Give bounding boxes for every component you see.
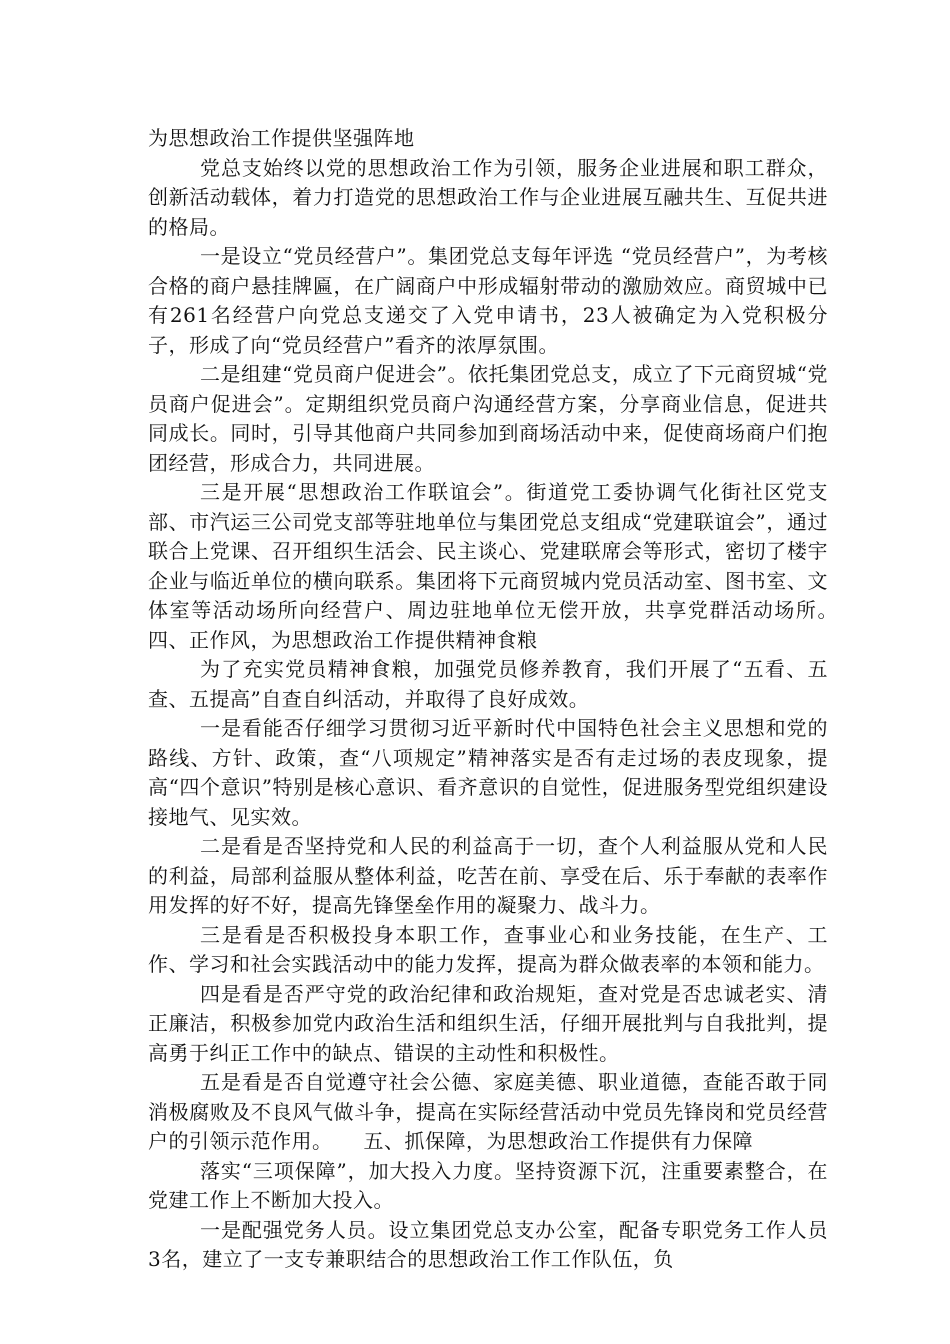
paragraph: 一是设立“党员经营户”。集团党总支每年评选 “党员经营户”，为考核合格的商户悬挂牌匾，在广阔商户中形成辐射带动的激励效应。商贸城中已有261名经营户向党总支递交了入党申请书，23人被确定为入党积极分子，形成了向“党员经营户”看齐的浓厚氛围。 [148, 244, 828, 357]
paragraph: 三是看是否积极投身本职工作，查事业心和业务技能，在生产、工作、学习和社会实践活动中的能力发挥，提高为群众做表率的本领和能力。 [148, 922, 828, 976]
paragraph: 二是组建“党员商户促进会”。依托集团党总支，成立了下元商贸城“党员商户促进会”。定期组织党员商户沟通经营方案，分享商业信息，促进共同成长。同时，引导其他商户共同参加到商场活动中来，促使商场商户们抱团经营，形成合力，共同进展。 [148, 362, 828, 475]
paragraph: 一是看能否仔细学习贯彻习近平新时代中国特色社会主义思想和党的路线、方针、政策，查“八项规定”精神落实是否有走过场的表皮现象，提高“四个意识”特别是核心意识、看齐意识的自觉性，促进服务型党组织建设接地气、见实效。 [148, 716, 828, 829]
section-heading-line: 为思想政治工作提供坚强阵地 [148, 126, 415, 150]
paragraph: 四是看是否严守党的政治纪律和政治规矩，查对党是否忠诚老实、清正廉洁，积极参加党内政治生活和组织生活，仔细开展批判与自我批判，提高勇于纠正工作中的缺点、错误的主动性和积极性。 [148, 981, 828, 1065]
paragraph: 为了充实党员精神食粮，加强党员修养教育，我们开展了“五看、五查、五提高”自查自纠活动，并取得了良好成效。 [148, 657, 828, 711]
document-body [148, 124, 869, 1275]
paragraph: 三是开展“思想政治工作联谊会”。街道党工委协调气化街社区党支部、市汽运三公司党支部等驻地单位与集团党总支组成“党建联谊会”，通过联合上党课、召开组织生活会、民主谈心、党建联席会等形式，密切了楼宇企业与临近单位的横向联系。集团将下元商贸城内党员活动室、图书室、文体室等活动场所向经营户、周边驻地单位无偿开放，共享党群活动场所。 四、正作风，为思想政治工作提供精神食粮 [148, 480, 869, 652]
paragraph: 党总支始终以党的思想政治工作为引领，服务企业进展和职工群众，创新活动载体，着力打造党的思想政治工作与企业进展互融共生、互促共进的格局。 [148, 155, 828, 239]
paragraph: 五是看是否自觉遵守社会公德、家庭美德、职业道德，查能否敢于同消极腐败及不良风气做斗争，提高在实际经营活动中党员先锋岗和党员经营户的引领示范作用。 五、抓保障，为思想政治工作提供有力保障 [148, 1070, 828, 1153]
paragraph: 落实“三项保障”，加大投入力度。坚持资源下沉，注重要素整合，在党建工作上不断加大投入。 [148, 1158, 828, 1212]
paragraph: 一是配强党务人员。设立集团党总支办公室，配备专职党务工作人员3名，建立了一支专兼职结合的思想政治工作工作队伍，负 [148, 1217, 828, 1271]
paragraph: 二是看是否坚持党和人民的利益高于一切，查个人利益服从党和人民的利益，局部利益服从整体利益，吃苦在前、享受在后、乐于奉献的表率作用发挥的好不好，提高先锋堡垒作用的凝聚力、战斗力。 [148, 834, 828, 917]
